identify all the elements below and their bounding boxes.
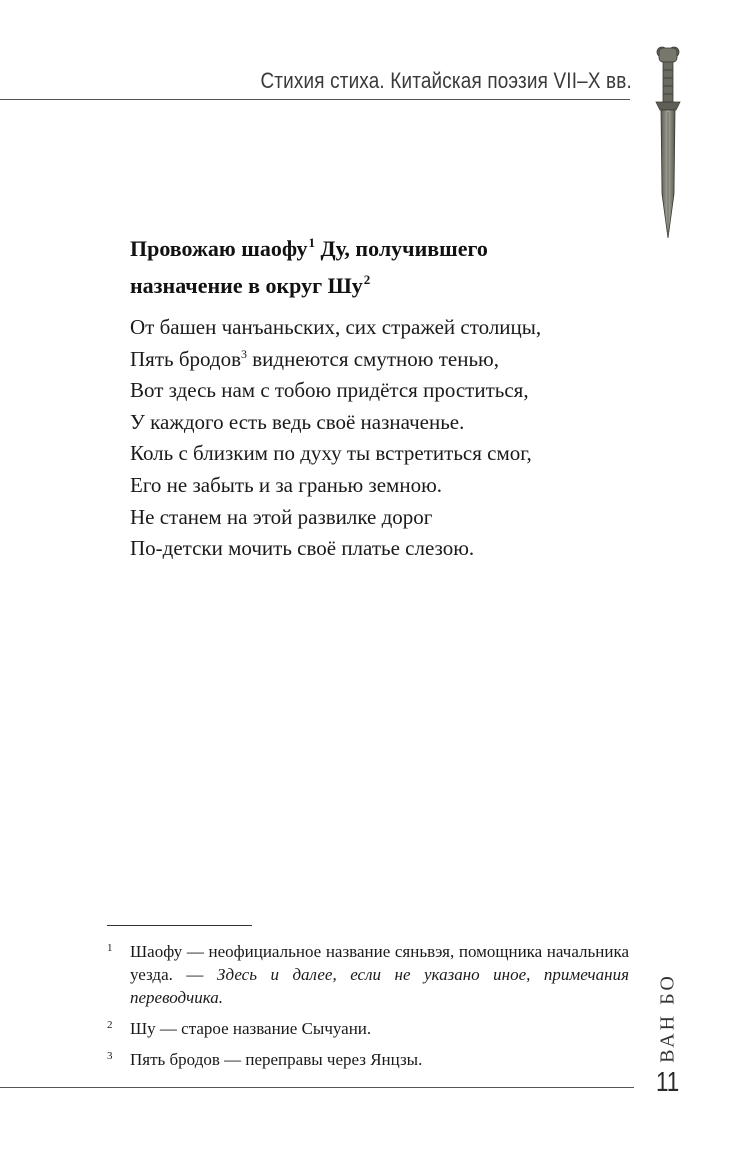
poem-line: По-детски мочить своё платье слезою. bbox=[130, 536, 475, 561]
title-text: Провожаю шаофу bbox=[130, 236, 308, 261]
footer-rule bbox=[0, 1087, 634, 1088]
footnote-number: 2 bbox=[107, 1019, 113, 1031]
poem-line: От башен чанъаньских, сих стражей столицы, bbox=[130, 315, 542, 339]
footnote-number: 1 bbox=[107, 942, 113, 954]
page-number: 11 bbox=[656, 1066, 680, 1097]
footnote-text: Шу — старое название Сычуани. bbox=[130, 1019, 372, 1038]
footnote-italic-text: Здесь и далее, если не указано иное, примечания переводчика. bbox=[130, 965, 629, 1007]
footnote-number: 3 bbox=[107, 1050, 113, 1062]
running-header: Стихия стиха. Китайская поэзия VII–X вв. bbox=[260, 68, 632, 93]
poem-body bbox=[130, 312, 630, 565]
poem-line: Его не забыть и за гранью земною. bbox=[130, 472, 443, 497]
poem-line: Коль с близким по духу ты встретиться смог, bbox=[130, 441, 532, 466]
side-author: ВАН БО bbox=[656, 973, 679, 1063]
poem-line-text: Пять бродов bbox=[130, 346, 242, 371]
poem-line: У каждого есть ведь своё назначенье. bbox=[130, 409, 465, 434]
title-text: Ду, получившего bbox=[315, 236, 488, 261]
title-text: назначение в округ Шу bbox=[130, 273, 363, 298]
footnote-text: Шаофу — неофициальное название сяньвэя, помощника начальника уезда. — bbox=[130, 942, 629, 984]
footnote-ref-3: 3 bbox=[241, 346, 248, 361]
footnote-ref-2: 2 bbox=[363, 272, 371, 287]
footnote-ref-1: 1 bbox=[308, 235, 315, 250]
footnote-1 bbox=[107, 940, 629, 1009]
footnote-3 bbox=[107, 1048, 629, 1071]
poem-title bbox=[130, 230, 610, 304]
poem-line-text: виднеются смутною тенью, bbox=[247, 346, 499, 371]
footnotes bbox=[107, 940, 629, 1079]
footnote-rule bbox=[107, 925, 252, 926]
footnote-2 bbox=[107, 1017, 629, 1040]
poem-line: Не станем на этой развилке дорог bbox=[130, 504, 433, 529]
poem-title-line-1 bbox=[130, 230, 610, 267]
dagger-icon bbox=[648, 44, 688, 240]
footnote-text: Пять бродов — переправы через Янцзы. bbox=[130, 1050, 423, 1069]
poem-line bbox=[130, 344, 630, 376]
header-rule bbox=[0, 99, 630, 100]
poem-line: Вот здесь нам с тобою придётся проститься, bbox=[130, 378, 529, 403]
poem-title-line-2 bbox=[130, 267, 610, 304]
